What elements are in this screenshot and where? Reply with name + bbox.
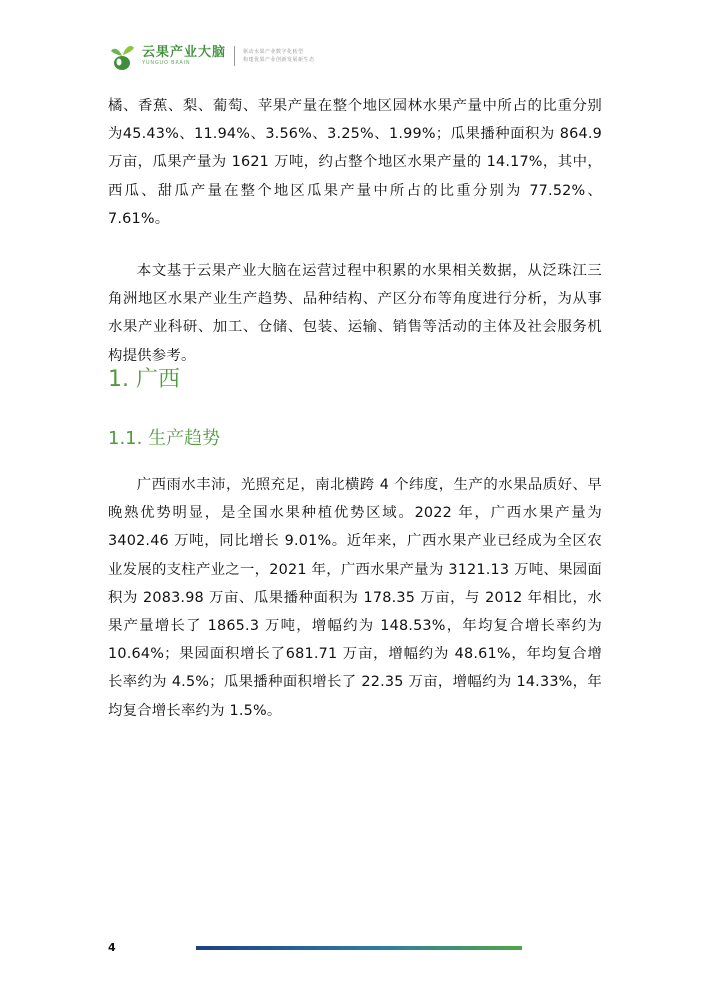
slogan-line-2: 构建优果产业创新发展新生态 xyxy=(243,57,315,63)
header-divider xyxy=(234,46,235,66)
footer-gradient-bar xyxy=(196,946,522,950)
header-slogan xyxy=(243,48,315,64)
body-top xyxy=(108,92,602,370)
paragraph-fruit-share: 橘、香蕉、梨、葡萄、苹果产量在整个地区园林水果产量中所占的比重分别为45.43%、11.94%、3.56%、3.25%、1.99%；瓜果播种面积为 864.9 万亩，瓜果产量为 1621 万吨，约占整个地区水果产量的 14.17%，其中，西瓜、甜瓜产量在整个地区瓜果产量中所占的比重分别为 77.52%、7.61%。 xyxy=(108,98,602,227)
paragraph-introduction: 本文基于云果产业大脑在运营过程中积累的水果相关数据，从泛珠江三角洲地区水果产业生产趋势、品种结构、产区分布等角度进行分析，为从事水果产业科研、加工、仓储、包装、运输、销售等活动的主体及社会服务机构提供参考。 xyxy=(108,263,602,364)
body-section xyxy=(108,471,602,725)
logo-english-name: YUNGUO BRAIN xyxy=(142,60,191,66)
paragraph-guangxi-trend: 广西雨水丰沛，光照充足，南北横跨 4 个纬度，生产的水果品质好、早晚熟优势明显，是全国水果种植优势区域。2022 年，广西水果产量为 3402.46 万吨，同比增长 9.01%。近年来，广西水果产业已经成为全区农业发展的支柱产业之一，2021 年，广西水果产量为 3121.13 万吨、果园面积为 2083.98 万亩、瓜果播种面积为 178.35 万亩，与 2012 年相比，水果产量增长了 1865.3 万吨，增幅约为 148.53%，年均复合增长率约为 10.64%；果园面积增长了681.71 万亩，增幅约为 48.61%，年均复合增长率约为 4.5%；瓜果播种面积增长了 22.35 万亩，增幅约为 14.33%，年均复合增长率约为 1.5%。 xyxy=(108,477,602,719)
logo-name: 云果产业大脑 xyxy=(142,45,227,60)
slogan-line-1: 驱动水果产业数字化转型 xyxy=(243,49,304,55)
page-header xyxy=(108,38,315,74)
page-number: 4 xyxy=(108,941,116,954)
section-heading-guangxi: 1. 广西 xyxy=(108,367,180,392)
yunguo-logo-icon xyxy=(108,40,136,72)
subsection-heading-production-trend: 1.1. 生产趋势 xyxy=(108,428,221,449)
